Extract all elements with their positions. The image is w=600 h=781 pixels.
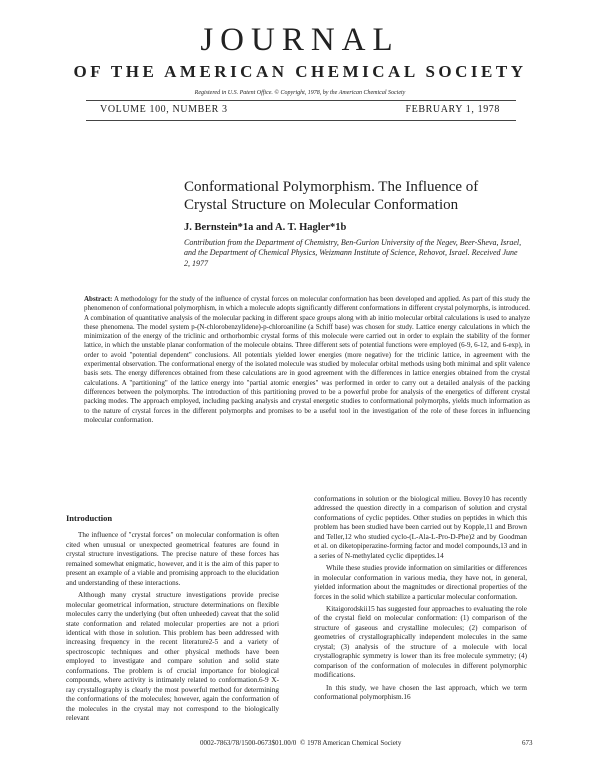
volume-number: VOLUME 100, NUMBER 3 bbox=[100, 104, 228, 115]
author-affiliation: Contribution from the Department of Chemistry, Ben-Gurion University of the Negev, Beer-Sheva, Israel, and the Department of Chemical Physics, Weizmann Institute of Science, Rehovot, Israel. Received June 2, 1977 bbox=[184, 238, 522, 268]
registration-copyright-line: Registered in U.S. Patent Office. © Copyright, 1978, by the American Chemical Society bbox=[194, 90, 406, 96]
abstract-label: Abstract: bbox=[84, 295, 113, 303]
body-column-left bbox=[66, 514, 279, 727]
paragraph: While these studies provide information on similarities or differences in molecular conformation in various media, they have not, in general, yielded information about the magnitudes or directional properties of the forces in the solid which stabilize a particular molecular conformation. bbox=[314, 564, 527, 601]
masthead-rule-bottom bbox=[86, 120, 516, 121]
paragraph: In this study, we have chosen the last approach, which we term conformational polymorphism.16 bbox=[314, 683, 527, 702]
footer-copyright: © 1978 American Chemical Society bbox=[300, 739, 402, 747]
section-heading-introduction: Introduction bbox=[66, 513, 113, 523]
abstract bbox=[84, 295, 530, 425]
paragraph: Kitaigorodskii15 has suggested four approaches to evaluating the role of the crystal field on molecular conformation: (1) comparison of the structure of gaseous and crystalline molecules; (2) comparison of geometries of crystallographically independent molecules in the same crystal; (3) analysis of the structure of a molecule with local crystallographic symmetry is lower than its free molecule symmetry; (4) comparison of the conformation of molecules in different polymorphic modifications. bbox=[314, 604, 527, 680]
paragraph: The influence of "crystal forces" on molecular conformation is often cited when unusual or unexpected geometrical features are found in crystal structure investigations. The precise nature of these forces has remained somewhat enigmatic, however, and it is the aim of this paper to present an example of a viable and promising approach to the elucidation and understanding of these interactions. bbox=[66, 531, 279, 587]
article-title: Conformational Polymorphism. The Influence of Crystal Structure on Molecular Conformation bbox=[184, 179, 479, 213]
journal-title: JOURNAL bbox=[200, 22, 400, 58]
masthead-rule-top bbox=[86, 100, 516, 101]
body-column-right bbox=[314, 495, 527, 706]
footer-code: 0002-7863/78/1500-0673$01.00/0 bbox=[200, 739, 297, 747]
issue-date: FEBRUARY 1, 1978 bbox=[405, 104, 500, 115]
page-number: 673 bbox=[522, 739, 533, 747]
paragraph: conformations in solution or the biological milieu. Bovey10 has recently addressed the question directly in a comparison of solution and crystal conformations of cyclic peptides. Other studies on peptides in which this problem has been studied have been carried out by Kopple,11 and Brown and Teller,12 who studied cyclo-(L-Ala-L-Pro-D-Phe)2 and by Goodman et al. on diketopiperazine-forming factor and model compounds,13 and in a series of N-methylated cyclic dipeptides.14 bbox=[314, 495, 527, 560]
abstract-text: A methodology for the study of the influence of crystal forces on molecular conformation has been developed and applied. As part of this study the phenomenon of conformational polymorphism, in which a molecule adopts significantly different conformations in different crystal polymorphs, is introduced. A combination of quantitative analysis of the molecular packing in different space groups along with ab initio molecular orbital calculations is used to analyze these phenomena. The model system p-(N-chlorobenzylidene)-p-chloroaniline (a Schiff base) was chosen for study. Lattice energy calculations in which the minimization of the energy of the triclinic and orthorhombic crystal forms of this molecule were carried out in order to explain the stability of the former lattice, in which the unstable planar conformation of the molecule obtains. Three different sets of potential functions were employed (6-9, 6-12, and 6-exp), in order to avoid "potential dependent" conclusions. All potentials yielded lower energies (more negative) for the triclinic lattice, in agreement with the experimental observation. The conformational energy of the isolated molecule was studied by molecular orbital methods using both minimal and split valence basis sets. The energy differences obtained from these calculations are in good agreement with the differences in lattice energies obtained from the crystal calculations. A "partitioning" of the lattice energy into "partial atomic energies" was performed in order to carry out a detailed analysis of the packing differences between the polymorphs. The introduction of this partitioning proved to be a powerful probe for analysis of the energetics of different crystal packing modes. The approach employed, including packing analysis and crystal energetic studies to conformational polymorphs, yields much information as to the nature of crystal forces in the different polymorphs and promises to be a useful tool in the investigation of the role of these forces in influencing molecular conformation. bbox=[84, 295, 530, 424]
article-authors: J. Bernstein*1a and A. T. Hagler*1b bbox=[184, 222, 347, 233]
paragraph: Although many crystal structure investigations provide precise molecular geometrical information, structure determinations on flexible molecules carry the underlying (but often unheeded) caveat that the solid state conformation and related molecular properties are not a priori identical with those in solution. This problem has been addressed with increasing frequency in the recent literature2-5 and a variety of spectroscopic techniques and other physical methods have been employed to investigate and compare solution and solid state conformations. The problem is of crucial importance for biological compounds, where activity is intimately related to conformation.6-9 X-ray crystallography is clearly the most powerful method for determining the conformations of the molecules; however, again the conformation of the molecules in the crystal may not correspond to the biologically relevant bbox=[66, 591, 279, 723]
journal-subtitle: OF THE AMERICAN CHEMICAL SOCIETY bbox=[73, 62, 527, 81]
